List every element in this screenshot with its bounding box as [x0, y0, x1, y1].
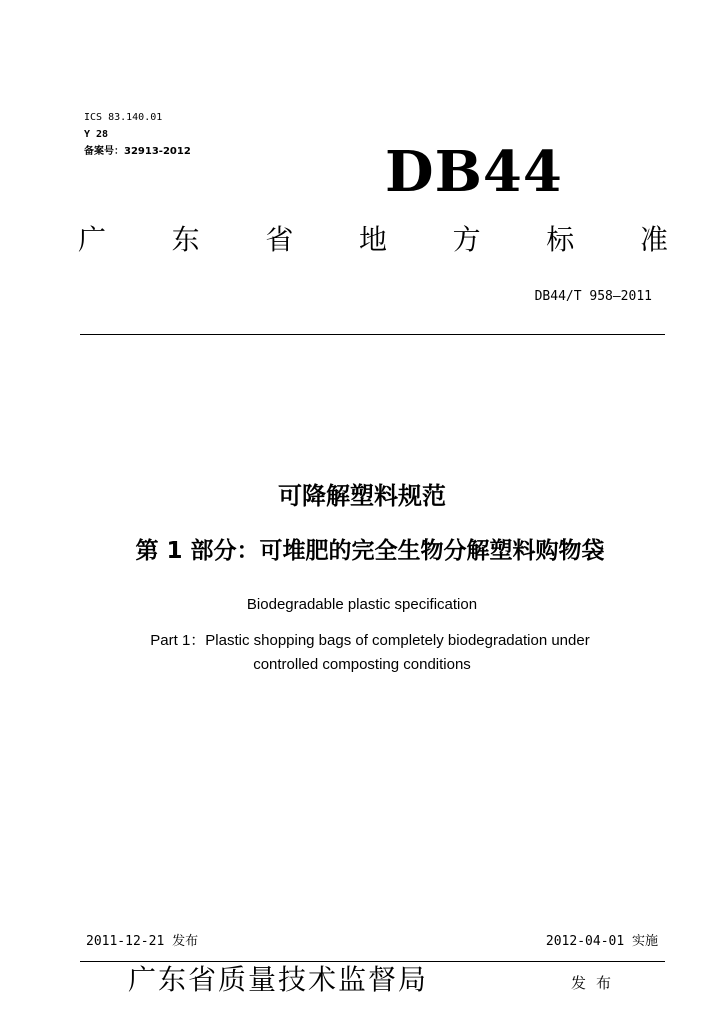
- province-standard-title: [78, 222, 668, 258]
- province-title-char: 广: [78, 223, 107, 256]
- province-title-char: 方: [452, 223, 481, 256]
- implementation-date: 2012-04-01 实施: [545, 934, 658, 949]
- record-number: 备案号：32913-2012: [84, 146, 191, 157]
- province-title-char: 东: [171, 223, 200, 256]
- header-divider: [80, 334, 665, 335]
- document-title-en: Biodegradable plastic specification: [246, 596, 478, 613]
- standard-number: DB44/T 958—2011: [534, 289, 652, 304]
- province-title-char: 地: [358, 223, 387, 256]
- document-title-cn: 可降解塑料规范: [278, 482, 446, 510]
- issue-date: 2011-12-21 发布: [86, 934, 199, 949]
- province-title-char: 准: [639, 223, 668, 256]
- province-title-char: 省: [265, 223, 294, 256]
- classification-code: Y 28: [84, 129, 109, 140]
- ics-code: ICS 83.140.01: [84, 112, 163, 123]
- document-subtitle-en-line2: controlled composting conditions: [253, 656, 471, 673]
- province-title-char: 标: [546, 223, 575, 256]
- document-subtitle-cn: 第 1 部分：可堆肥的完全生物分解塑料购物袋: [135, 538, 605, 564]
- document-subtitle-en-line1: Part 1：Plastic shopping bags of completely biodegradation under: [150, 632, 590, 649]
- footer-divider: [80, 961, 665, 962]
- issuing-authority: 广东省质量技术监督局: [128, 963, 429, 996]
- db44-logo: DB44: [385, 139, 563, 205]
- issue-label: 发布: [571, 974, 622, 992]
